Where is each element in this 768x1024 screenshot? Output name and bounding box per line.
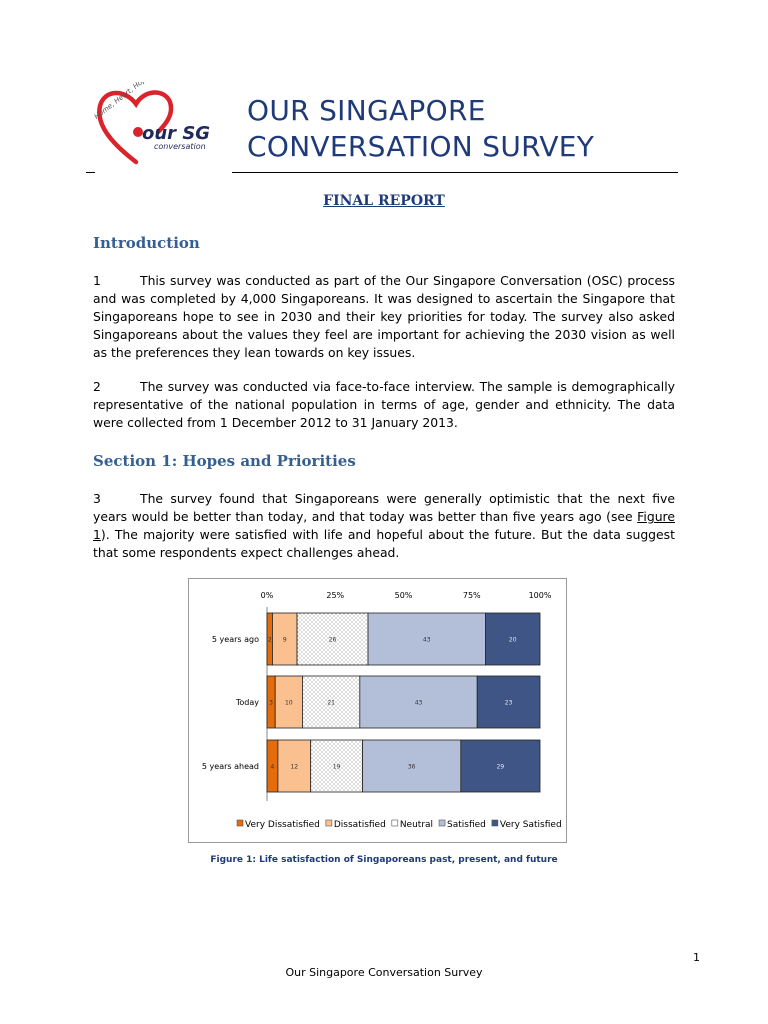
tick-label: 25%: [326, 591, 345, 600]
paragraph-3: [93, 490, 675, 562]
logo-subtext: conversation: [154, 142, 206, 151]
legend-swatch: [439, 820, 445, 826]
data-label: 26: [328, 636, 337, 644]
osc-logo: [92, 82, 224, 172]
data-label: 4: [270, 763, 275, 771]
figure-caption: Figure 1: Life satisfaction of Singaporeans past, present, and future: [210, 855, 558, 865]
figure-1-link[interactable]: Figure 1: [93, 509, 675, 542]
page-footer: Our Singapore Conversation Survey: [285, 966, 483, 979]
data-label: 19: [332, 763, 341, 771]
paragraph-3-text-b: ). The majority were satisfied with life and hopeful about the future. But the data suggest that some respondents expect challenges ahead.: [93, 527, 675, 560]
introduction-heading: Introduction: [93, 234, 200, 252]
data-label: 12: [290, 763, 299, 771]
legend-label: Neutral: [399, 820, 434, 830]
paragraph-2: [93, 378, 675, 432]
paragraph-3-text-a: The survey found that Singaporeans were generally optimistic that the next five years would be better than today, and that today was better than five years ago (see: [93, 491, 675, 524]
header-rule-right: [232, 172, 678, 173]
paragraph-2-text: The survey was conducted via face-to-face interview. The sample is demographically representative of the national population in terms of age, gender and ethnicity. The data were collected from 1 December 2012 to 31 January 2013.: [93, 379, 675, 430]
data-label: 20: [508, 636, 517, 644]
data-label: 36: [407, 763, 416, 771]
tick-label: 50%: [394, 591, 413, 600]
data-label: 43: [414, 699, 423, 707]
section1-heading: Section 1: Hopes and Priorities: [93, 452, 356, 470]
data-label: 23: [504, 699, 513, 707]
legend-label: Very Dissatisfied: [245, 820, 320, 830]
chart-svg: [189, 579, 566, 842]
data-label: 2: [267, 636, 272, 644]
logo-tagline: Home, Heart, Hope: [92, 82, 151, 121]
legend-label: Dissatisfied: [333, 820, 386, 830]
paragraph-1: [93, 272, 675, 362]
title-line-1: OUR SINGAPORE: [247, 94, 486, 127]
title-line-2: CONVERSATION SURVEY: [247, 130, 595, 163]
paragraph-1-text: This survey was conducted as part of the Our Singapore Conversation (OSC) process and was completed by 4,000 Singaporeans. It was designed to ascertain the Singapore that Singaporeans hope to see in 2030 and their key priorities for today. The survey also asked Singaporeans about the values they feel are important for achieving the 2030 vision as well as the preferences they lean towards on key issues.: [93, 273, 675, 360]
data-label: 21: [327, 699, 335, 707]
legend-label: Very Satisfied: [499, 820, 562, 830]
tick-label: 100%: [528, 591, 552, 600]
legend-swatch: [492, 820, 498, 826]
category-label: 5 years ago: [211, 635, 259, 644]
legend-swatch: [326, 820, 332, 826]
logo-wordmark: our SG: [142, 123, 211, 144]
legend-swatch: [392, 820, 398, 826]
document-title: [247, 93, 594, 165]
data-label: 29: [496, 763, 505, 771]
paragraph-3-number: 3: [93, 491, 101, 506]
data-label: 10: [285, 699, 293, 707]
legend-label: Satisfied: [447, 820, 486, 830]
data-label: 9: [282, 636, 287, 644]
figure-1-chart: [188, 578, 567, 843]
paragraph-2-number: 2: [93, 379, 101, 394]
category-label: 5 years ahead: [201, 762, 259, 771]
data-label: 3: [269, 699, 274, 707]
page-number: 1: [693, 951, 700, 964]
tick-label: 75%: [462, 591, 481, 600]
legend-swatch: [237, 820, 243, 826]
paragraph-1-number: 1: [93, 273, 101, 288]
data-label: 43: [422, 636, 431, 644]
report-title: FINAL REPORT: [323, 193, 445, 209]
header-rule-left: [86, 172, 95, 173]
category-label: Today: [235, 698, 259, 707]
tick-label: 0%: [260, 591, 274, 600]
